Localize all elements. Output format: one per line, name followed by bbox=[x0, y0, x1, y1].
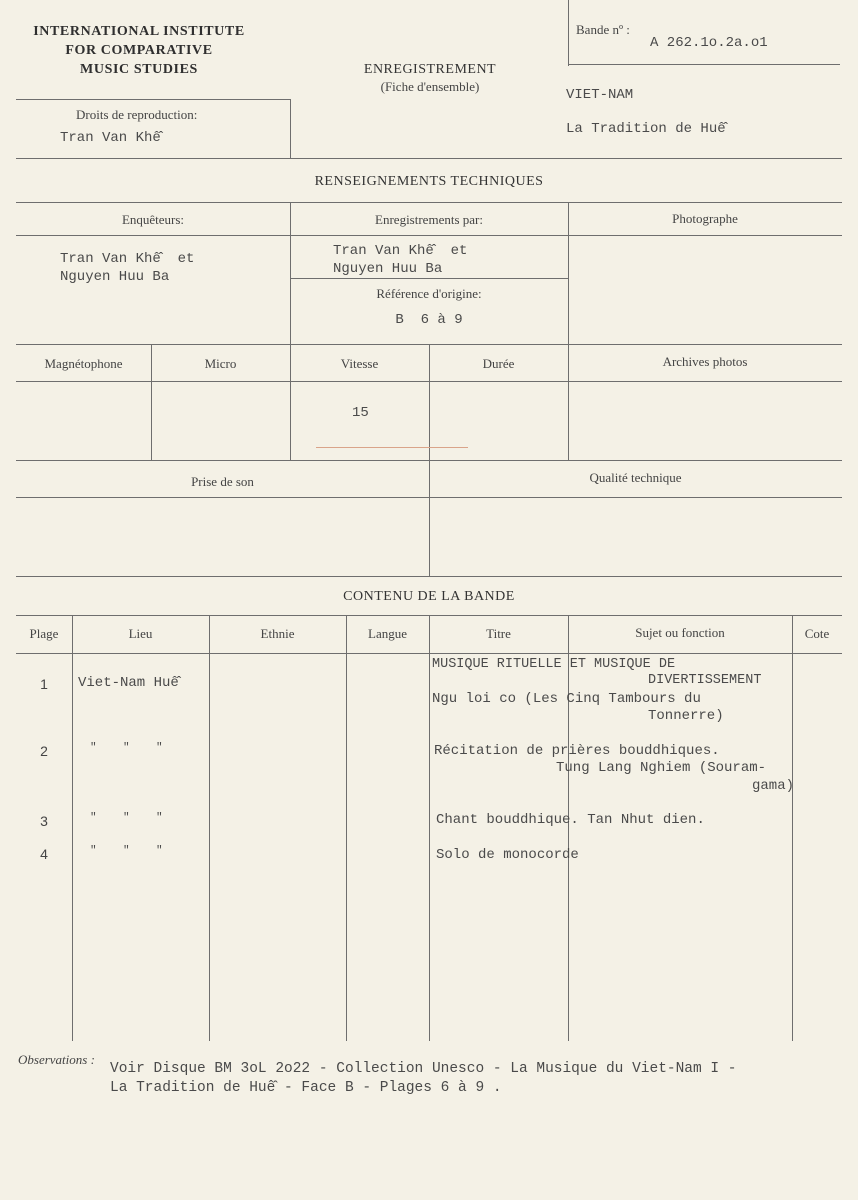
col-lieu: Lieu bbox=[128, 626, 153, 641]
micro-label: Micro bbox=[204, 356, 237, 371]
row-titre-line: DIVERTISSEMENT bbox=[648, 673, 762, 688]
prise-de-son-label: Prise de son bbox=[191, 474, 254, 489]
row-titre-line: Tung Lang Nghiem (Souram- bbox=[556, 760, 767, 776]
enregistrements-line-2: Nguyen Huu Ba bbox=[333, 261, 443, 277]
row-titre-line: Tonnerre) bbox=[648, 708, 724, 724]
form-title-sub: (Fiche d'ensemble) bbox=[380, 79, 480, 94]
row-titre-line: MUSIQUE RITUELLE ET MUSIQUE DE bbox=[432, 657, 676, 672]
form-title-main: ENREGISTREMENT bbox=[363, 62, 497, 77]
institute-line-3: MUSIC STUDIES bbox=[80, 62, 198, 77]
col-cote: Cote bbox=[804, 626, 830, 641]
enregistrements-label: Enregistrements par: bbox=[375, 212, 483, 227]
col-titre: Titre bbox=[486, 626, 511, 641]
row-titre-line: Chant bouddhique. Tan Nhut dien. bbox=[436, 812, 705, 828]
row-plage: 4 bbox=[40, 846, 48, 862]
duree-label: Durée bbox=[482, 356, 515, 371]
institute-line-1: INTERNATIONAL INSTITUTE bbox=[33, 24, 245, 39]
photographe-label: Photographe bbox=[672, 211, 738, 226]
row-titre-line: Solo de monocorde bbox=[436, 847, 579, 863]
reference-label: Référence d'origine: bbox=[376, 286, 482, 301]
vitesse-underline bbox=[316, 447, 468, 448]
row-lieu-ditto: " " " bbox=[90, 812, 163, 824]
col-plage: Plage bbox=[29, 626, 59, 641]
enqueteurs-line-1: Tran Van Khê̂ et bbox=[60, 251, 195, 267]
droits-value: Tran Van Khê̂ bbox=[60, 130, 161, 146]
row-titre-line: gama) bbox=[752, 778, 795, 794]
vitesse-value: 15 bbox=[352, 405, 369, 421]
col-langue: Langue bbox=[368, 626, 407, 641]
row-plage: 1 bbox=[40, 676, 48, 692]
observations-label: Observations : bbox=[18, 1052, 95, 1067]
reference-value: B 6 à 9 bbox=[395, 312, 463, 328]
institute-name bbox=[14, 22, 264, 79]
enqueteurs-line-2: Nguyen Huu Ba bbox=[60, 269, 170, 285]
row-plage: 2 bbox=[40, 743, 48, 759]
institute-line-2: FOR COMPARATIVE bbox=[65, 43, 213, 58]
col-sujet: Sujet ou fonction bbox=[635, 625, 725, 640]
qualite-technique-label: Qualité technique bbox=[589, 470, 682, 485]
row-lieu-ditto: " " " bbox=[90, 742, 163, 754]
enqueteurs-label: Enquêteurs: bbox=[121, 212, 185, 227]
col-ethnie: Ethnie bbox=[260, 626, 295, 641]
collection-title: La Tradition de Huê̂ bbox=[566, 121, 726, 137]
form-title bbox=[340, 62, 520, 95]
archives-photos-label: Archives photos bbox=[662, 354, 748, 369]
row-lieu: Viet-Nam Huê̂ bbox=[78, 675, 179, 691]
bande-number: A 262.1o.2a.o1 bbox=[650, 35, 768, 51]
contenu-heading: CONTENU DE LA BANDE bbox=[343, 589, 515, 604]
country-value: VIET-NAM bbox=[566, 87, 634, 103]
row-lieu-ditto: " " " bbox=[90, 845, 163, 857]
bande-label: Bande nº : bbox=[576, 22, 630, 37]
row-titre-line: Récitation de prières bouddhiques. bbox=[434, 743, 720, 759]
droits-label: Droits de reproduction: bbox=[76, 107, 198, 122]
observations-line-2: La Tradition de Huê̂ - Face B - Plages 6 à 9 . bbox=[110, 1080, 502, 1096]
magnetophone-label: Magnétophone bbox=[44, 356, 123, 371]
vitesse-label: Vitesse bbox=[340, 356, 379, 371]
row-titre-line: Ngu loi co (Les Cinq Tambours du bbox=[432, 691, 701, 707]
observations-line-1: Voir Disque BM 3oL 2o22 - Collection Unesco - La Musique du Viet-Nam I - bbox=[110, 1061, 737, 1077]
row-plage: 3 bbox=[40, 813, 48, 829]
renseignements-heading: RENSEIGNEMENTS TECHNIQUES bbox=[314, 174, 544, 189]
enregistrements-line-1: Tran Van Khê̂ et bbox=[333, 243, 468, 259]
